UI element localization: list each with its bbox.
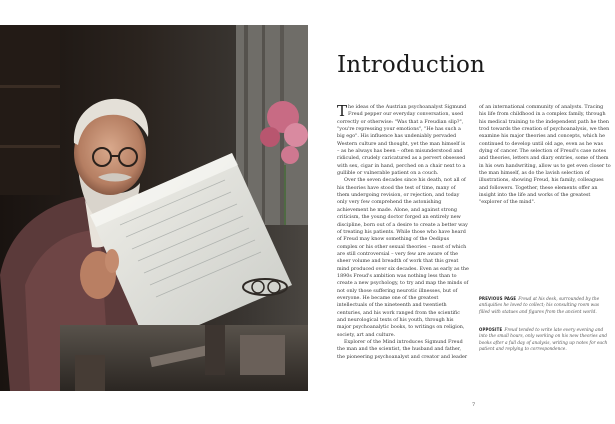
intro-paragraph-2: Over the seven decades since his death, not all of his theories have stood the test of time, many of them undergoing revision, or rejection, and today only very few comprehend the astonishing achievement he made. Alone, and against strong criticism, the young doctor forged an entirely new discipline, born out of a desire to create a better way of treating his patients. While those who have heard of Freud may know something of the Oedipus complex or his other sexual theories – most of which are still controversial – very few are aware of the sheer volume and breadth of work that this great mind produced over six decades. Even as early as the 1890s Freud's ambition was nothing less than to create a new psychology, to try and map the minds of not only those suffering neurotic illnesses, but of everyone. He became one of the greatest intellectuals of the nineteenth and twentieth centuries, and his work ranged from the scientific and neurological texts of his youth, through his major psychoanalytic books, to writings on religion, society, art and culture.: [337, 177, 469, 338]
caption-label: OPPOSITE: [479, 328, 503, 333]
caption-text: Freud tended to write late every evening and into the small hours, only working on his new theories and books after a full day of analysis, writing up notes for each patient and replying to correspondence.: [479, 328, 608, 353]
drop-cap: T: [337, 104, 348, 120]
page-number: 7: [472, 402, 476, 408]
portrait-photo: [0, 25, 308, 391]
body-column-left: [337, 104, 469, 368]
intro-paragraph-3: Explorer of the Mind introduces Sigmund Freud the man and the scientist, the husband and father, the pioneering psychoanalyst and creator and leader: [337, 339, 468, 360]
text-page: [308, 0, 615, 424]
page-title: Introduction: [337, 52, 486, 78]
freud-at-desk-image: [0, 25, 308, 391]
caption-previous-page: [479, 297, 611, 316]
body-column-right: [479, 104, 611, 234]
intro-paragraph-1: The ideas of the Austrian psychoanalyst Sigmund Freud pepper our everyday conversation, used correctly or otherwise: "Was that a Freudian slip?", "you're repressing your emotions", "He has such a big ego". His influence has undeniably pervaded Western culture and thought, yet the man himself is – as he always has been – often misunderstood and ridiculed, crudely caricatured as a pervert obsessed with sex, cigar in hand, perched on a chair next to a gullible or vulnerable patient on a couch.: [337, 104, 467, 177]
caption-opposite: [479, 328, 611, 354]
caption-text: Freud at his desk, surrounded by the antiquities he loved to collect; his consulting room was filled with statues and figures from the ancient world.: [479, 297, 600, 315]
caption-label: PREVIOUS PAGE: [479, 297, 517, 302]
intro-paragraph-continued: of an international community of analysts. Tracing his life from childhood in a complex family, through his medical training to the independent path he then trod towards the creation of psychoanalysis, we then examine his major theories and concepts, which he continued to develop until old age, even as he was dying of cancer. The selection of Freud's case notes and theories, letters and diary entries, some of them in his own handwriting, allow us to get even closer to the man himself, as do the lavish selection of illustrations, showing Freud, his family, colleagues and followers. Together, these elements offer an insight into the life and works of the greatest "explorer of the mind".: [479, 104, 611, 206]
